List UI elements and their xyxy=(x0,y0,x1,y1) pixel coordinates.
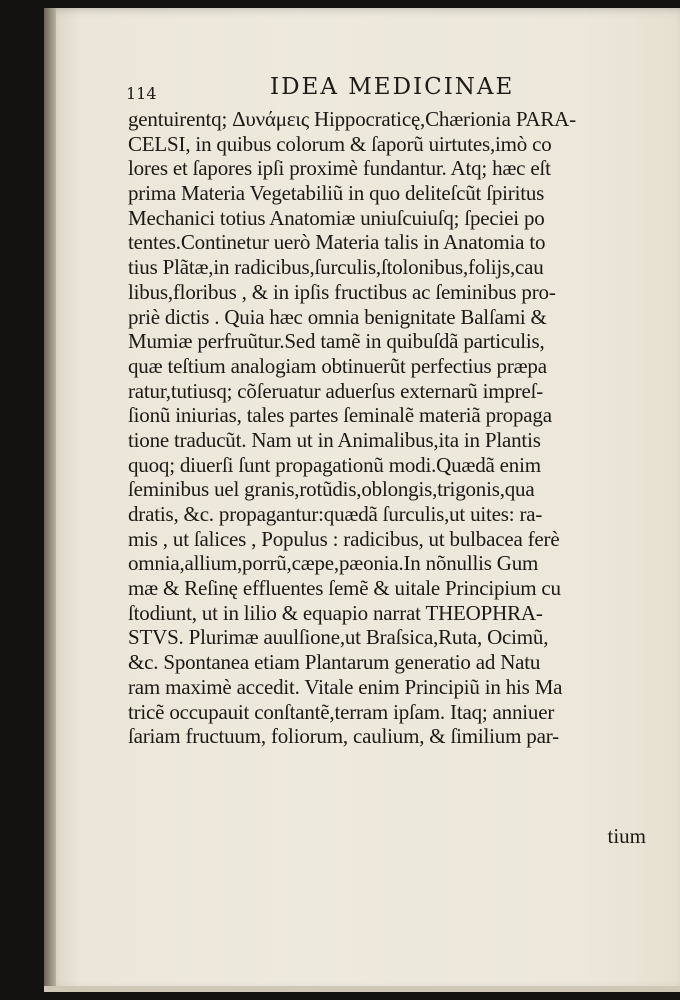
text-line: prima Materia Vegetabiliũ in quo deliteſcũt ſpiritus xyxy=(128,181,545,206)
page-bottom-edge xyxy=(44,986,680,992)
body-text xyxy=(128,107,668,749)
page-number: 114 xyxy=(126,84,157,103)
running-head: IDEA MEDICINAE xyxy=(270,74,515,100)
text-line: tius Plãtæ,in radicibus,ſurculis,ſtolonibus,folijs,cau xyxy=(128,255,544,280)
text-line: priè dictis . Quia hæc omnia benignitate Balſami & xyxy=(128,304,547,329)
text-line: libus,floribus , & in ipſis fructibus ac ſeminibus pro- xyxy=(128,279,556,304)
text-line: lores et ſapores ipſi proximè fundantur. Atq; hæc eſt xyxy=(128,156,551,181)
text-line: omnia,allium,porrũ,cæpe,pæonia.In nõnullis Gum xyxy=(128,551,539,576)
text-line: tione traducũt. Nam ut in Animalibus,ita in Plantis xyxy=(128,427,541,452)
text-line: ratur,tutiusq; cõſeruatur aduerſus externarũ impreſ- xyxy=(128,378,544,403)
catchword: tium xyxy=(607,824,646,848)
text-line: mæ & Reſinę effluentes ſemẽ & uitale Principium cu xyxy=(128,576,561,601)
text-line: Mumiæ perfruũtur.Sed tamẽ in quibuſdã particulis, xyxy=(128,329,545,354)
text-line: ſtodiunt, ut in lilio & equapio narrat THEOPHRA- xyxy=(128,600,543,625)
text-line: quæ teſtium analogiam obtinuerũt perfectius præpa xyxy=(128,353,547,378)
text-line: tricẽ occupauit conſtantẽ,terram ipſam. Itaq; anniuer xyxy=(128,699,555,724)
text-line: tentes.Continetur uerò Materia talis in Anatomia to xyxy=(128,230,546,255)
text-line: ſionũ iniurias, tales partes ſeminalẽ materiã propaga xyxy=(128,403,552,428)
text-line: ſeminibus uel granis,rotũdis,oblongis,trigonis,qua xyxy=(128,477,535,502)
text-line: CELSI, in quibus colorum & ſaporũ uirtutes,imò co xyxy=(128,131,552,156)
text-line: mis , ut ſalices , Populus : radicibus, ut bulbacea ferè xyxy=(128,526,560,551)
text-line: dratis, &c. propagantur:quædã ſurculis,ut uites: ra- xyxy=(128,502,543,526)
text-line: ram maximè accedit. Vitale enim Principiũ in his Ma xyxy=(128,674,563,699)
text-line: quoq; diuerſi ſunt propagationũ modi.Quædã enim xyxy=(128,452,541,477)
text-line: &c. Spontanea etiam Plantarum generatio ad Natu xyxy=(128,650,541,675)
page-gutter-shadow xyxy=(44,8,56,992)
text-line: Mechanici totius Anatomiæ uniuſcuiuſq; ſpeciei po xyxy=(128,205,545,230)
text-line: ſariam fructuum, foliorum, caulium, & ſimilium par- xyxy=(128,724,559,749)
text-line: STVS. Plurimæ auulſione,ut Braſsica,Ruta, Ocimũ, xyxy=(128,625,549,650)
text-line: gentuirentq; Δυνάμεις Hippocraticę,Chærionia PARA- xyxy=(128,107,576,131)
